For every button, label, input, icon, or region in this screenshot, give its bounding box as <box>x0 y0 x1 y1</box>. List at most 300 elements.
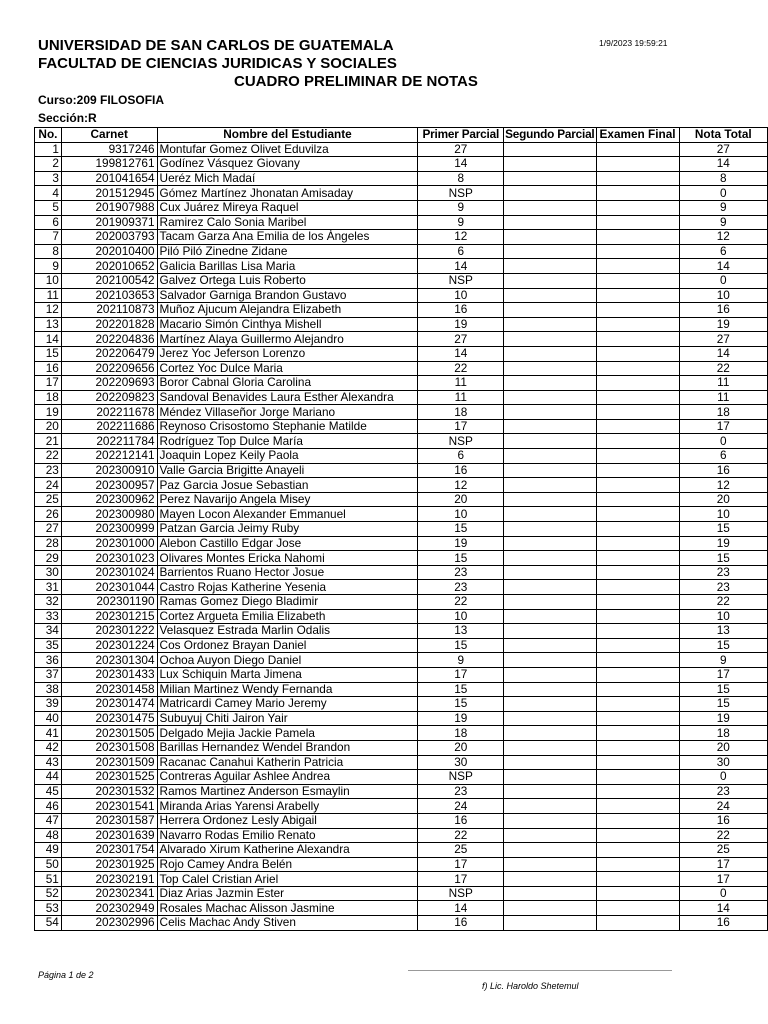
student-name-cell: Diaz Arias Jazmin Ester <box>157 886 418 901</box>
row-number: 42 <box>35 740 62 755</box>
table-row <box>35 361 768 376</box>
total-grade-cell: 16 <box>679 463 767 478</box>
student-name-cell: Milian Martinez Wendy Fernanda <box>157 682 418 697</box>
first-partial-cell: 27 <box>418 332 504 347</box>
student-name-cell: Sandoval Benavides Laura Esther Alexandra <box>157 390 418 405</box>
carnet-cell: 202301505 <box>61 726 157 741</box>
row-number: 48 <box>35 828 62 843</box>
student-name-cell: Ramos Martinez Anderson Esmaylin <box>157 784 418 799</box>
total-grade-cell: 14 <box>679 259 767 274</box>
total-grade-cell: 18 <box>679 405 767 420</box>
first-partial-cell: NSP <box>418 273 504 288</box>
second-partial-cell <box>504 667 596 682</box>
total-grade-cell: 9 <box>679 200 767 215</box>
second-partial-cell <box>504 200 596 215</box>
second-partial-cell <box>504 580 596 595</box>
row-number: 40 <box>35 711 62 726</box>
final-exam-cell <box>596 638 679 653</box>
first-partial-cell: 10 <box>418 609 504 624</box>
table-row <box>35 595 768 610</box>
total-grade-cell: 17 <box>679 872 767 887</box>
student-name-cell: Rojo Camey Andra Belén <box>157 857 418 872</box>
carnet-cell: 202209823 <box>61 390 157 405</box>
carnet-cell: 202212141 <box>61 449 157 464</box>
carnet-cell: 202301475 <box>61 711 157 726</box>
student-name-cell: Perez Navarijo Angela Misey <box>157 492 418 507</box>
col-header-student-name: Nombre del Estudiante <box>157 128 418 143</box>
table-row <box>35 653 768 668</box>
total-grade-cell: 10 <box>679 288 767 303</box>
total-grade-cell: 14 <box>679 157 767 172</box>
student-name-cell: Rosales Machac Alisson Jasmine <box>157 901 418 916</box>
total-grade-cell: 20 <box>679 492 767 507</box>
student-name-cell: Castro Rojas Katherine Yesenia <box>157 580 418 595</box>
carnet-cell: 201907988 <box>61 200 157 215</box>
total-grade-cell: 22 <box>679 361 767 376</box>
final-exam-cell <box>596 186 679 201</box>
student-name-cell: Boror Cabnal Gloria Carolina <box>157 376 418 391</box>
total-grade-cell: 16 <box>679 916 767 931</box>
student-name-cell: Montufar Gomez Olivet Eduvilza <box>157 142 418 157</box>
first-partial-cell: NSP <box>418 186 504 201</box>
total-grade-cell: 17 <box>679 857 767 872</box>
table-row <box>35 230 768 245</box>
student-name-cell: Velasquez Estrada Marlin Odalis <box>157 624 418 639</box>
second-partial-cell <box>504 171 596 186</box>
row-number: 35 <box>35 638 62 653</box>
student-name-cell: Ramirez Calo Sonia Maribel <box>157 215 418 230</box>
second-partial-cell <box>504 624 596 639</box>
final-exam-cell <box>596 288 679 303</box>
final-exam-cell <box>596 901 679 916</box>
row-number: 24 <box>35 478 62 493</box>
total-grade-cell: 10 <box>679 507 767 522</box>
student-name-cell: Jerez Yoc Jeferson Lorenzo <box>157 346 418 361</box>
table-header-row <box>35 128 768 143</box>
row-number: 33 <box>35 609 62 624</box>
carnet-cell: 202302996 <box>61 916 157 931</box>
first-partial-cell: 14 <box>418 901 504 916</box>
col-header-carnet: Carnet <box>61 128 157 143</box>
total-grade-cell: 23 <box>679 784 767 799</box>
second-partial-cell <box>504 711 596 726</box>
total-grade-cell: 22 <box>679 828 767 843</box>
total-grade-cell: 13 <box>679 624 767 639</box>
student-name-cell: Muñoz Ajucum Alejandra Elizabeth <box>157 303 418 318</box>
student-name-cell: Celis Machac Andy Stiven <box>157 916 418 931</box>
final-exam-cell <box>596 726 679 741</box>
student-name-cell: Salvador Garniga Brandon Gustavo <box>157 288 418 303</box>
table-row <box>35 770 768 785</box>
total-grade-cell: 20 <box>679 740 767 755</box>
final-exam-cell <box>596 507 679 522</box>
table-row <box>35 478 768 493</box>
first-partial-cell: 9 <box>418 215 504 230</box>
row-number: 21 <box>35 434 62 449</box>
first-partial-cell: 24 <box>418 799 504 814</box>
table-row <box>35 259 768 274</box>
col-header-total-grade: Nota Total <box>679 128 767 143</box>
final-exam-cell <box>596 303 679 318</box>
second-partial-cell <box>504 186 596 201</box>
col-header-first-partial: Primer Parcial <box>418 128 504 143</box>
final-exam-cell <box>596 667 679 682</box>
final-exam-cell <box>596 361 679 376</box>
first-partial-cell: 6 <box>418 244 504 259</box>
course-label: Curso:209 FILOSOFIA <box>38 93 165 107</box>
carnet-cell: 202211686 <box>61 419 157 434</box>
student-name-cell: Reynoso Crisostomo Stephanie Matilde <box>157 419 418 434</box>
total-grade-cell: 15 <box>679 682 767 697</box>
student-name-cell: Cos Ordonez Brayan Daniel <box>157 638 418 653</box>
student-name-cell: Galicia Barillas Lisa Maria <box>157 259 418 274</box>
table-row <box>35 828 768 843</box>
total-grade-cell: 9 <box>679 653 767 668</box>
total-grade-cell: 19 <box>679 711 767 726</box>
row-number: 8 <box>35 244 62 259</box>
student-name-cell: Alvarado Xirum Katherine Alexandra <box>157 843 418 858</box>
table-row <box>35 492 768 507</box>
signature-line <box>408 970 672 971</box>
carnet-cell: 202300980 <box>61 507 157 522</box>
final-exam-cell <box>596 565 679 580</box>
total-grade-cell: 0 <box>679 273 767 288</box>
second-partial-cell <box>504 157 596 172</box>
second-partial-cell <box>504 259 596 274</box>
carnet-cell: 202010400 <box>61 244 157 259</box>
total-grade-cell: 6 <box>679 449 767 464</box>
first-partial-cell: 15 <box>418 551 504 566</box>
student-name-cell: Contreras Aguilar Ashlee Andrea <box>157 770 418 785</box>
final-exam-cell <box>596 770 679 785</box>
second-partial-cell <box>504 740 596 755</box>
carnet-cell: 202201828 <box>61 317 157 332</box>
final-exam-cell <box>596 376 679 391</box>
carnet-cell: 202301222 <box>61 624 157 639</box>
second-partial-cell <box>504 886 596 901</box>
first-partial-cell: 14 <box>418 346 504 361</box>
final-exam-cell <box>596 536 679 551</box>
second-partial-cell <box>504 682 596 697</box>
table-row <box>35 901 768 916</box>
total-grade-cell: 25 <box>679 843 767 858</box>
second-partial-cell <box>504 843 596 858</box>
carnet-cell: 202300962 <box>61 492 157 507</box>
student-name-cell: Racanac Canahui Katherin Patricia <box>157 755 418 770</box>
table-row <box>35 376 768 391</box>
second-partial-cell <box>504 799 596 814</box>
second-partial-cell <box>504 857 596 872</box>
section-label: Sección:R <box>38 111 97 125</box>
row-number: 41 <box>35 726 62 741</box>
row-number: 52 <box>35 886 62 901</box>
carnet-cell: 202301000 <box>61 536 157 551</box>
total-grade-cell: 18 <box>679 726 767 741</box>
first-partial-cell: 19 <box>418 711 504 726</box>
final-exam-cell <box>596 332 679 347</box>
second-partial-cell <box>504 828 596 843</box>
carnet-cell: 202209693 <box>61 376 157 391</box>
first-partial-cell: 16 <box>418 916 504 931</box>
first-partial-cell: 23 <box>418 784 504 799</box>
carnet-cell: 202302191 <box>61 872 157 887</box>
second-partial-cell <box>504 288 596 303</box>
row-number: 15 <box>35 346 62 361</box>
student-name-cell: Ochoa Auyon Diego Daniel <box>157 653 418 668</box>
first-partial-cell: NSP <box>418 886 504 901</box>
first-partial-cell: 23 <box>418 580 504 595</box>
second-partial-cell <box>504 463 596 478</box>
first-partial-cell: 18 <box>418 405 504 420</box>
row-number: 13 <box>35 317 62 332</box>
second-partial-cell <box>504 813 596 828</box>
first-partial-cell: 15 <box>418 697 504 712</box>
first-partial-cell: 18 <box>418 726 504 741</box>
table-row <box>35 813 768 828</box>
row-number: 11 <box>35 288 62 303</box>
carnet-cell: 201041654 <box>61 171 157 186</box>
second-partial-cell <box>504 346 596 361</box>
first-partial-cell: 15 <box>418 522 504 537</box>
student-name-cell: Martínez Alaya Guillermo Alejandro <box>157 332 418 347</box>
student-name-cell: Macario Simón Cinthya Mishell <box>157 317 418 332</box>
student-name-cell: Herrera Ordonez Lesly Abigail <box>157 813 418 828</box>
table-row <box>35 317 768 332</box>
student-name-cell: Piló Piló Zinedne Zidane <box>157 244 418 259</box>
second-partial-cell <box>504 332 596 347</box>
carnet-cell: 202301044 <box>61 580 157 595</box>
first-partial-cell: 22 <box>418 828 504 843</box>
carnet-cell: 202301215 <box>61 609 157 624</box>
student-name-cell: Delgado Mejia Jackie Pamela <box>157 726 418 741</box>
carnet-cell: 202302949 <box>61 901 157 916</box>
student-name-cell: Paz Garcia Josue Sebastian <box>157 478 418 493</box>
table-row <box>35 405 768 420</box>
table-row <box>35 799 768 814</box>
student-name-cell: Top Calel Cristian Ariel <box>157 872 418 887</box>
carnet-cell: 201909371 <box>61 215 157 230</box>
total-grade-cell: 0 <box>679 434 767 449</box>
second-partial-cell <box>504 653 596 668</box>
student-name-cell: Valle Garcia Brigitte Anayeli <box>157 463 418 478</box>
row-number: 50 <box>35 857 62 872</box>
carnet-cell: 202301304 <box>61 653 157 668</box>
second-partial-cell <box>504 784 596 799</box>
carnet-cell: 202301023 <box>61 551 157 566</box>
final-exam-cell <box>596 711 679 726</box>
table-row <box>35 624 768 639</box>
student-name-cell: Alebon Castillo Edgar Jose <box>157 536 418 551</box>
signature-name: f) Lic. Haroldo Shetemul <box>482 981 579 991</box>
second-partial-cell <box>504 755 596 770</box>
table-row <box>35 215 768 230</box>
second-partial-cell <box>504 872 596 887</box>
student-name-cell: Cortez Yoc Dulce Maria <box>157 361 418 376</box>
row-number: 12 <box>35 303 62 318</box>
row-number: 9 <box>35 259 62 274</box>
row-number: 26 <box>35 507 62 522</box>
table-row <box>35 142 768 157</box>
final-exam-cell <box>596 463 679 478</box>
total-grade-cell: 12 <box>679 230 767 245</box>
carnet-cell: 202300999 <box>61 522 157 537</box>
row-number: 28 <box>35 536 62 551</box>
final-exam-cell <box>596 215 679 230</box>
first-partial-cell: 17 <box>418 419 504 434</box>
final-exam-cell <box>596 697 679 712</box>
table-row <box>35 638 768 653</box>
student-name-cell: Olivares Montes Ericka Nahomi <box>157 551 418 566</box>
total-grade-cell: 9 <box>679 215 767 230</box>
final-exam-cell <box>596 405 679 420</box>
first-partial-cell: 20 <box>418 740 504 755</box>
first-partial-cell: 16 <box>418 463 504 478</box>
carnet-cell: 202301587 <box>61 813 157 828</box>
first-partial-cell: 17 <box>418 857 504 872</box>
row-number: 47 <box>35 813 62 828</box>
col-header-final-exam: Examen Final <box>596 128 679 143</box>
final-exam-cell <box>596 609 679 624</box>
row-number: 17 <box>35 376 62 391</box>
table-row <box>35 711 768 726</box>
final-exam-cell <box>596 244 679 259</box>
second-partial-cell <box>504 390 596 405</box>
row-number: 54 <box>35 916 62 931</box>
table-row <box>35 609 768 624</box>
student-name-cell: Méndez Villaseñor Jorge Mariano <box>157 405 418 420</box>
total-grade-cell: 23 <box>679 565 767 580</box>
row-number: 7 <box>35 230 62 245</box>
second-partial-cell <box>504 244 596 259</box>
final-exam-cell <box>596 682 679 697</box>
student-name-cell: Cux Juárez Mireya Raquel <box>157 200 418 215</box>
grades-table-body <box>35 142 768 930</box>
carnet-cell: 202103653 <box>61 288 157 303</box>
first-partial-cell: 17 <box>418 667 504 682</box>
second-partial-cell <box>504 303 596 318</box>
second-partial-cell <box>504 551 596 566</box>
table-row <box>35 171 768 186</box>
total-grade-cell: 23 <box>679 580 767 595</box>
final-exam-cell <box>596 171 679 186</box>
carnet-cell: 202302341 <box>61 886 157 901</box>
carnet-cell: 9317246 <box>61 142 157 157</box>
carnet-cell: 202301433 <box>61 667 157 682</box>
first-partial-cell: 11 <box>418 376 504 391</box>
table-row <box>35 463 768 478</box>
table-row <box>35 580 768 595</box>
second-partial-cell <box>504 478 596 493</box>
final-exam-cell <box>596 551 679 566</box>
final-exam-cell <box>596 755 679 770</box>
carnet-cell: 202301525 <box>61 770 157 785</box>
col-header-no: No. <box>35 128 62 143</box>
student-name-cell: Patzan Garcia Jeimy Ruby <box>157 522 418 537</box>
carnet-cell: 202301508 <box>61 740 157 755</box>
final-exam-cell <box>596 273 679 288</box>
row-number: 1 <box>35 142 62 157</box>
row-number: 49 <box>35 843 62 858</box>
student-name-cell: Subuyuj Chiti Jairon Yair <box>157 711 418 726</box>
carnet-cell: 202301532 <box>61 784 157 799</box>
carnet-cell: 202204836 <box>61 332 157 347</box>
table-row <box>35 916 768 931</box>
final-exam-cell <box>596 916 679 931</box>
second-partial-cell <box>504 609 596 624</box>
row-number: 45 <box>35 784 62 799</box>
row-number: 38 <box>35 682 62 697</box>
first-partial-cell: 11 <box>418 390 504 405</box>
university-name: UNIVERSIDAD DE SAN CARLOS DE GUATEMALA <box>38 37 394 54</box>
final-exam-cell <box>596 478 679 493</box>
student-name-cell: Lux Schiquin Marta Jimena <box>157 667 418 682</box>
row-number: 4 <box>35 186 62 201</box>
row-number: 32 <box>35 595 62 610</box>
student-name-cell: Godínez Vásquez Giovany <box>157 157 418 172</box>
final-exam-cell <box>596 843 679 858</box>
student-name-cell: Mayen Locon Alexander Emmanuel <box>157 507 418 522</box>
second-partial-cell <box>504 770 596 785</box>
final-exam-cell <box>596 230 679 245</box>
grades-table <box>34 127 768 931</box>
carnet-cell: 202110873 <box>61 303 157 318</box>
first-partial-cell: 9 <box>418 653 504 668</box>
total-grade-cell: 0 <box>679 886 767 901</box>
first-partial-cell: 6 <box>418 449 504 464</box>
second-partial-cell <box>504 273 596 288</box>
row-number: 43 <box>35 755 62 770</box>
second-partial-cell <box>504 215 596 230</box>
table-row <box>35 755 768 770</box>
carnet-cell: 202300910 <box>61 463 157 478</box>
second-partial-cell <box>504 405 596 420</box>
row-number: 5 <box>35 200 62 215</box>
first-partial-cell: 19 <box>418 317 504 332</box>
final-exam-cell <box>596 784 679 799</box>
table-row <box>35 697 768 712</box>
first-partial-cell: 23 <box>418 565 504 580</box>
row-number: 14 <box>35 332 62 347</box>
second-partial-cell <box>504 434 596 449</box>
second-partial-cell <box>504 595 596 610</box>
final-exam-cell <box>596 872 679 887</box>
first-partial-cell: NSP <box>418 770 504 785</box>
final-exam-cell <box>596 200 679 215</box>
student-name-cell: Joaquin Lopez Keily Paola <box>157 449 418 464</box>
first-partial-cell: 19 <box>418 536 504 551</box>
student-name-cell: Barillas Hernandez Wendel Brandon <box>157 740 418 755</box>
table-row <box>35 682 768 697</box>
total-grade-cell: 14 <box>679 346 767 361</box>
carnet-cell: 202301754 <box>61 843 157 858</box>
table-row <box>35 565 768 580</box>
student-name-cell: Barrientos Ruano Hector Josue <box>157 565 418 580</box>
table-row <box>35 740 768 755</box>
total-grade-cell: 16 <box>679 303 767 318</box>
total-grade-cell: 15 <box>679 522 767 537</box>
final-exam-cell <box>596 449 679 464</box>
table-row <box>35 244 768 259</box>
student-name-cell: Ramas Gomez Diego Bladimir <box>157 595 418 610</box>
carnet-cell: 202301024 <box>61 565 157 580</box>
first-partial-cell: NSP <box>418 434 504 449</box>
carnet-cell: 202301509 <box>61 755 157 770</box>
final-exam-cell <box>596 799 679 814</box>
row-number: 27 <box>35 522 62 537</box>
table-row <box>35 449 768 464</box>
row-number: 10 <box>35 273 62 288</box>
row-number: 36 <box>35 653 62 668</box>
